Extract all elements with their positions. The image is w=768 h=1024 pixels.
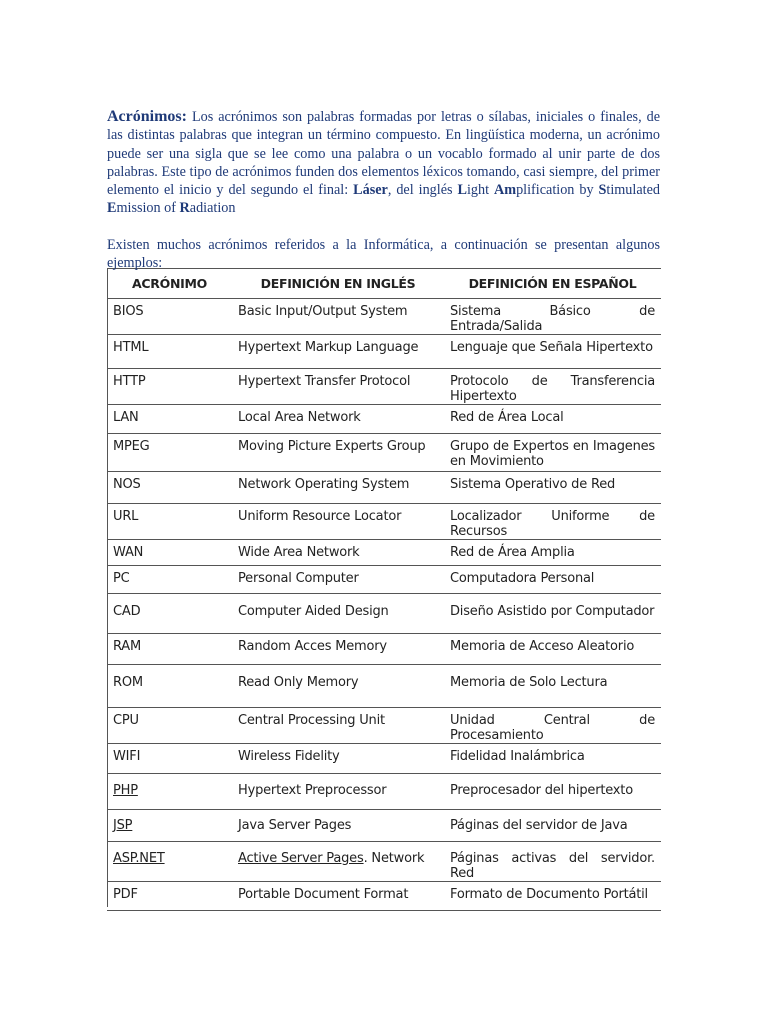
english-cell: Moving Picture Experts Group (232, 434, 444, 472)
english-cell: Local Area Network (232, 405, 444, 434)
network-text: . Network (363, 851, 425, 866)
letter-s: S (598, 182, 607, 199)
english-cell: Central Processing Unit (232, 708, 444, 744)
acronym-cell: WIFI (107, 744, 232, 774)
english-cell: Basic Input/Output System (232, 299, 444, 335)
acronym-table (107, 268, 661, 911)
acronym-cell: LAN (107, 405, 232, 434)
acronym-cell: URL (107, 504, 232, 540)
spanish-cell: Páginas activas del servidor. Red (444, 842, 661, 882)
table-row (107, 882, 661, 911)
header-english: DEFINICIÓN EN INGLÉS (232, 268, 444, 299)
english-cell: Hypertext Transfer Protocol (232, 369, 444, 405)
word-ight: ight (466, 182, 494, 199)
word-timulated: timulated (606, 182, 660, 199)
examples-intro: Existen muchos acrónimos referidos a la Informática, a continuación se presentan algunos ejemplos: (107, 237, 660, 272)
acronym-cell: PDF (107, 882, 232, 911)
acronym-cell: ROM (107, 665, 232, 708)
english-cell: Wireless Fidelity (232, 744, 444, 774)
spanish-cell: Red de Área Amplia (444, 540, 661, 566)
table-row (107, 665, 661, 708)
spanish-cell: Diseño Asistido por Computador (444, 594, 661, 634)
spanish-cell: Páginas del servidor de Java (444, 810, 661, 842)
table-row (107, 405, 661, 434)
acronym-cell (107, 774, 232, 810)
letter-am: Am (494, 182, 517, 199)
acronym-cell: WAN (107, 540, 232, 566)
spanish-cell: Computadora Personal (444, 566, 661, 594)
table-row (107, 634, 661, 665)
word-plification: plification by (516, 182, 599, 199)
spanish-cell: Localizador Uniforme de Recursos (444, 504, 661, 540)
english-cell: Hypertext Markup Language (232, 335, 444, 369)
spanish-cell: Red de Área Local (444, 405, 661, 434)
letter-l: L (457, 182, 467, 199)
php-link[interactable]: PHP (113, 783, 138, 798)
table-row (107, 369, 661, 405)
english-cell: Hypertext Preprocessor (232, 774, 444, 810)
spanish-cell: Formato de Documento Portátil (444, 882, 661, 911)
aspnet-link[interactable]: ASP.NET (113, 851, 165, 866)
spanish-cell: Preprocesador del hipertexto (444, 774, 661, 810)
english-cell: Network Operating System (232, 472, 444, 504)
acronym-cell (107, 810, 232, 842)
acronym-cell: BIOS (107, 299, 232, 335)
spanish-cell: Protocolo de Transferencia Hipertexto (444, 369, 661, 405)
english-cell: Uniform Resource Locator (232, 504, 444, 540)
english-cell: Random Acces Memory (232, 634, 444, 665)
spanish-cell: Fidelidad Inalámbrica (444, 744, 661, 774)
acronym-cell: CPU (107, 708, 232, 744)
intro-lead: Acrónimos: (107, 108, 187, 125)
spanish-cell: Grupo de Expertos en Imagenes en Movimiento (444, 434, 661, 472)
table-row (107, 566, 661, 594)
spanish-cell: Sistema Básico de Entrada/Salida (444, 299, 661, 335)
spanish-cell: Unidad Central de Procesamiento (444, 708, 661, 744)
word-adiation: adiation (189, 200, 236, 217)
acronym-cell: HTML (107, 335, 232, 369)
table-row (107, 744, 661, 774)
acronym-cell: CAD (107, 594, 232, 634)
acronym-cell: HTTP (107, 369, 232, 405)
table-row (107, 472, 661, 504)
spanish-cell: Sistema Operativo de Red (444, 472, 661, 504)
intro-paragraph (107, 108, 660, 218)
table-row (107, 299, 661, 335)
acronym-cell (107, 842, 232, 882)
english-cell: Java Server Pages (232, 810, 444, 842)
table-header-row (107, 268, 661, 299)
table-row (107, 842, 661, 882)
word-mission: mission of (116, 200, 180, 217)
letter-e: E (107, 200, 117, 217)
acronym-cell: MPEG (107, 434, 232, 472)
english-cell: Portable Document Format (232, 882, 444, 911)
table-row (107, 810, 661, 842)
spanish-cell: Memoria de Solo Lectura (444, 665, 661, 708)
acronym-cell: PC (107, 566, 232, 594)
table-row (107, 708, 661, 744)
intro-text-2: , del inglés (387, 182, 458, 199)
header-acronym: ACRÓNIMO (107, 268, 232, 299)
acronym-cell: NOS (107, 472, 232, 504)
table-row (107, 335, 661, 369)
english-cell: Read Only Memory (232, 665, 444, 708)
table-row (107, 504, 661, 540)
letter-r: R (179, 200, 190, 217)
jsp-link[interactable]: JSP (113, 818, 133, 833)
table-row (107, 434, 661, 472)
spanish-cell: Memoria de Acceso Aleatorio (444, 634, 661, 665)
table-row (107, 540, 661, 566)
intro-text-1: Los acrónimos son palabras formadas por letras o sílabas, iniciales o finales, de las distintas palabras que integran un término compuesto. En lingüística moderna, un acrónimo puede ser una sigla que se lee como una palabra o un vocablo formado al unir parte de dos palabras. Este tipo de acrónimos funden dos elementos léxicos tomando, casi siempre, del primer elemento el inicio y del segundo el final: (107, 109, 660, 199)
laser-term: Láser (353, 182, 388, 199)
english-cell: Computer Aided Design (232, 594, 444, 634)
header-spanish: DEFINICIÓN EN ESPAÑOL (444, 268, 661, 299)
table-row (107, 594, 661, 634)
spanish-cell: Lenguaje que Señala Hipertexto (444, 335, 661, 369)
english-cell: Personal Computer (232, 566, 444, 594)
active-server-pages-link[interactable]: Active Server Pages (238, 851, 364, 866)
acronym-cell: RAM (107, 634, 232, 665)
english-cell (232, 842, 444, 882)
english-cell: Wide Area Network (232, 540, 444, 566)
table-row (107, 774, 661, 810)
